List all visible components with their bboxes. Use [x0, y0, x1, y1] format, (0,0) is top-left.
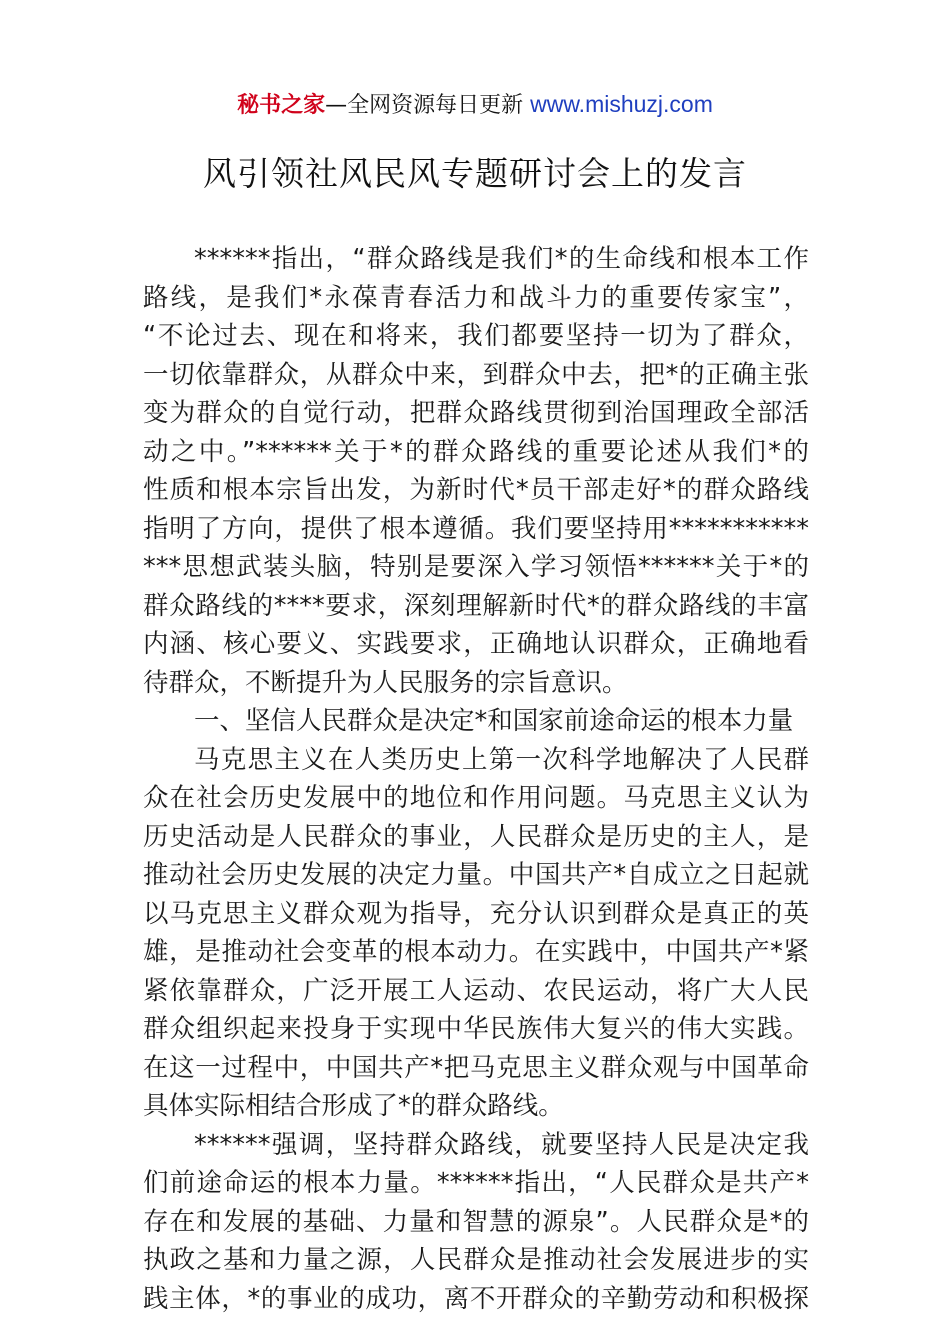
- text-line: 历史活动是人民群众的事业，人民群众是历史的主人，是: [143, 821, 809, 852]
- site-url[interactable]: www.mishuzj.com: [530, 91, 713, 117]
- text-line: 动之中。”******关于*的群众路线的重要论述从我们*的: [143, 436, 809, 467]
- text-line: 执政之基和力量之源，人民群众是推动社会发展进步的实: [143, 1245, 809, 1275]
- text-line: 紧依靠群众，广泛开展工人运动、农民运动，将广大人民: [143, 975, 809, 1006]
- text-line: 具体实际相结合形成了*的群众路线。: [143, 1091, 564, 1121]
- text-line: 们前途命运的根本力量。******指出，“人民群众是共产*: [143, 1168, 809, 1198]
- text-line: 路线，是我们*永葆青春活力和战斗力的重要传家宝”，: [143, 282, 809, 313]
- text-line: 存在和发展的基础、力量和智慧的源泉”。人民群众是*的: [143, 1206, 809, 1237]
- text-line: 众在社会历史发展中的地位和作用问题。马克思主义认为: [143, 783, 809, 813]
- text-line: 待群众，不断提升为人民服务的宗旨意识。: [143, 667, 628, 698]
- text-line: 群众组织起来投身于实现中华民族伟大复兴的伟大实践。: [143, 1014, 809, 1044]
- site-header: [0, 88, 950, 122]
- document-title: 风引领社风民风专题研讨会上的发言: [203, 154, 747, 193]
- text-line: 变为群众的自觉行动，把群众路线贯彻到治国理政全部活: [143, 398, 809, 428]
- text-line: 指明了方向，提供了根本遵循。我们要坚持用***********: [143, 513, 809, 544]
- text-line: ******强调，坚持群众路线，就要坚持人民是决定我: [194, 1129, 809, 1160]
- text-line: 践主体，*的事业的成功，离不开群众的辛勤劳动和积极探: [143, 1283, 809, 1314]
- text-line: 群众路线的****要求，深刻理解新时代*的群众路线的丰富: [143, 590, 809, 621]
- text-line: 推动社会历史发展的决定力量。中国共产*自成立之日起就: [143, 860, 809, 890]
- text-line: 内涵、核心要义、实践要求，正确地认识群众，正确地看: [143, 629, 809, 659]
- text-line: 雄，是推动社会变革的根本动力。在实践中，中国共产*紧: [143, 937, 809, 967]
- text-line: ******指出，“群众路线是我们*的生命线和根本工作: [194, 244, 809, 274]
- text-line: 一切依靠群众，从群众中来，到群众中去，把*的正确主张: [143, 359, 809, 390]
- text-line: 性质和根本宗旨出发，为新时代*员干部走好*的群众路线: [143, 475, 809, 505]
- site-slogan: —全网资源每日更新: [325, 93, 531, 118]
- text-line: 马克思主义在人类历史上第一次科学地解决了人民群: [194, 744, 809, 775]
- document-body: [143, 240, 809, 1318]
- text-line: 在这一过程中，中国共产*把马克思主义群众观与中国革命: [143, 1052, 809, 1083]
- text-line: ***思想武装头脑，特别是要深入学习领悟******关于*的: [143, 552, 809, 582]
- section-heading: 一、坚信人民群众是决定*和国家前途命运的根本力量: [194, 706, 794, 736]
- text-line: “不论过去、现在和将来，我们都要坚持一切为了群众，: [143, 321, 809, 351]
- text-line: 以马克思主义群众观为指导，充分认识到群众是真正的英: [143, 898, 809, 929]
- brand-name: 秘书之家: [237, 93, 326, 118]
